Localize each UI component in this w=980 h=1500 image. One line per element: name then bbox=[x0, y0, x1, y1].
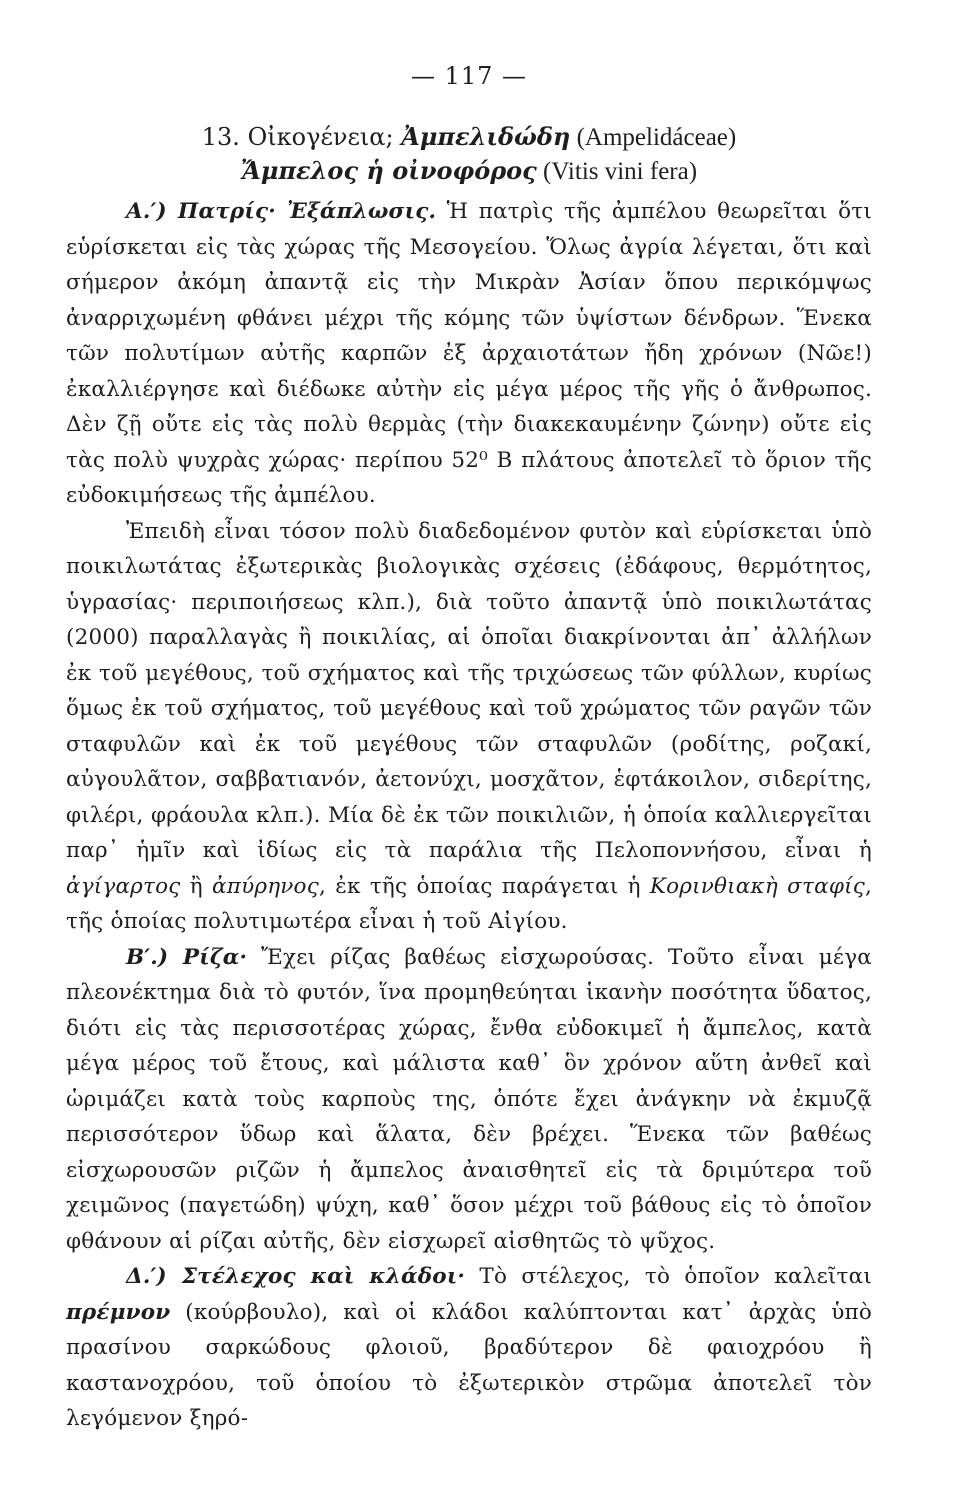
family-latin-name: (Ampelidáceae) bbox=[570, 124, 737, 151]
paragraph-text: Τὸ στέλεχος, τὸ ὁποῖον καλεῖται bbox=[465, 1264, 872, 1289]
paragraph-text: ἢ bbox=[180, 873, 213, 899]
paragraph-varieties bbox=[66, 514, 872, 940]
paragraph-stem bbox=[66, 1259, 872, 1437]
subsection-label-root: Β′.) Ρίζα· bbox=[126, 944, 248, 970]
page-number: — 117 — bbox=[410, 62, 528, 90]
subsection-label-stem: Δ.′) Στέλεχος καὶ κλάδοι· bbox=[126, 1264, 466, 1289]
species-latin-name: (Vitis vini fera) bbox=[536, 158, 698, 185]
paragraph-text: , ἐκ τῆς ὁποίας παράγεται ἡ bbox=[318, 873, 650, 899]
paragraph-root bbox=[66, 940, 872, 1260]
family-name: Ἀμπελιδώδη bbox=[401, 122, 571, 151]
emphasis-term: ἀπύρηνος bbox=[212, 873, 319, 899]
emphasis-term: Κορινθιακὴ σταφίς bbox=[649, 873, 865, 899]
section-heading-family bbox=[66, 120, 872, 154]
section-heading-species bbox=[66, 154, 872, 188]
paragraph-text: Ἔχει ρίζας βαθέως εἰσχωρούσας. Τοῦτο εἶναι μέγα πλεονέκτημα διὰ τὸ φυτόν, ἵνα προμηθεύηται ἱκανὴν ποσότητα ὕδατος, διότι εἰς τὰς περισσοτέρας χώρας, ἔνθα εὐδοκιμεῖ ἡ ἄμπελος, κατὰ μέγα μέρος τοῦ ἔτους, καὶ μάλιστα καθ᾽ ὃν χρόνον αὕτη ἀνθεῖ καὶ ὡριμάζει κατὰ τοὺς καρποὺς της, ὁπότε ἔχει ἀνάγκην νὰ ἐκμυζᾷ περισσότερον ὕδωρ καὶ ἅλατα, δὲν βρέχει. Ἕνεκα τῶν βαθέως εἰσχωρουσῶν ριζῶν ἡ ἄμπελος ἀναισθητεῖ εἰς τὰ δριμύτερα τοῦ χειμῶνος (παγετώδη) ψύχη, καθ᾽ ὅσον μέχρι τοῦ βάθους εἰς τὸ ὁποῖον φθάνουν αἱ ρίζαι αὐτῆς, δὲν εἰσχωρεῖ αἰσθητῶς τὸ ψῦχος. bbox=[66, 944, 872, 1254]
paragraph-text: Ἡ πατρὶς τῆς ἀμπέλου θεωρεῖται ὅτι εὑρίσκεται εἰς τὰς χώρας τῆς Μεσογείου. Ὅλως ἀγρία λέγεται, ὅτι καὶ σήμερον ἀκόμη ἀπαντᾷ εἰς τὴν Μικρὰν Ἀσίαν ὅπου περικόμψως ἀναρριχωμένη φθάνει μέχρι τῆς κόμης τῶν ὑψίστων δένδρων. Ἕνεκα τῶν πολυτίμων αὐτῆς καρπῶν ἐξ ἀρχαιοτάτων ἤδη χρόνων (Νῶε!) ἐκαλλιέργησε καὶ διέδωκε αὐτὴν εἰς μέγα μέρος τῆς γῆς ὁ ἄνθρωπος. Δὲν ζῇ οὔτε εἰς τὰς πολὺ θερμὰς (τὴν διακεκαυμένην ζώνην) οὔτε εἰς τὰς πολὺ ψυχρὰς χώρας· περίπου 52⁰ Β πλάτους ἀποτελεῖ τὸ ὅριον τῆς εὐδοκιμήσεως τῆς ἀμπέλου. bbox=[66, 199, 872, 508]
species-name: Ἄμπελος ἡ οἰνοφόρος bbox=[240, 156, 537, 185]
page-body bbox=[66, 194, 872, 1437]
emphasis-term: πρέμνον bbox=[66, 1299, 171, 1325]
family-label: 13. Οἰκογένεια; bbox=[201, 123, 402, 151]
emphasis-term: ἀγίγαρτος bbox=[66, 873, 181, 899]
paragraph-text: (κούρβουλο), καὶ οἱ κλάδοι καλύπτονται κατ᾽ ἀρχὰς ὑπὸ πρασίνου σαρκώδους φλοιοῦ, βραδύτερον δὲ φαιοχρόου ἢ καστανοχρόου, τοῦ ὁποίου τὸ ἐξωτερικὸν στρῶμα ἀποτελεῖ τὸν λεγόμενον ξηρό- bbox=[66, 1299, 872, 1431]
paragraph-text: , τῆς ὁποίας πολυτιμωτέρα εἶναι ἡ τοῦ Αἰγίου. bbox=[66, 873, 872, 934]
paragraph-text: Ἐπειδὴ εἶναι τόσον πολὺ διαδεδομένον φυτὸν καὶ εὑρίσκεται ὑπὸ ποικιλωτάτας ἐξωτερικὰς βιολογικὰς σχέσεις (ἐδάφους, θερμότητος, ὑγρασίας· περιποιήσεως κλπ.), διὰ τοῦτο ἀπαντᾷ ὑπὸ ποικιλωτάτας (2000) παραλλαγὰς ἢ ποικιλίας, αἱ ὁποῖαι διακρίνονται ἀπ᾽ ἀλλήλων ἐκ τοῦ μεγέθους, τοῦ σχήματος καὶ τῆς τριχώσεως τῶν φύλλων, κυρίως ὅμως ἐκ τοῦ σχήματος, τοῦ μεγέθους καὶ τοῦ χρώματος τῶν ραγῶν τῶν σταφυλῶν καὶ ἐκ τοῦ μεγέθους τῶν σταφυλῶν (ροδίτης, ροζακί, αὐγουλᾶτον, σαββατιανόν, ἀετονύχι, μοσχᾶτον, ἑφτάκοιλον, σιδερίτης, φιλέρι, φράουλα κλπ.). Μία δὲ ἐκ τῶν ποικιλιῶν, ἡ ὁποία καλλιεργεῖται παρ᾽ ἡμῖν καὶ ἰδίως εἰς τὰ παράλια τῆς Πελοποννήσου, εἶναι ἡ bbox=[66, 518, 872, 863]
subsection-label-homeland: Α.′) Πατρίς· Ἐξάπλωσις. bbox=[126, 199, 437, 224]
paragraph-homeland bbox=[66, 194, 872, 514]
